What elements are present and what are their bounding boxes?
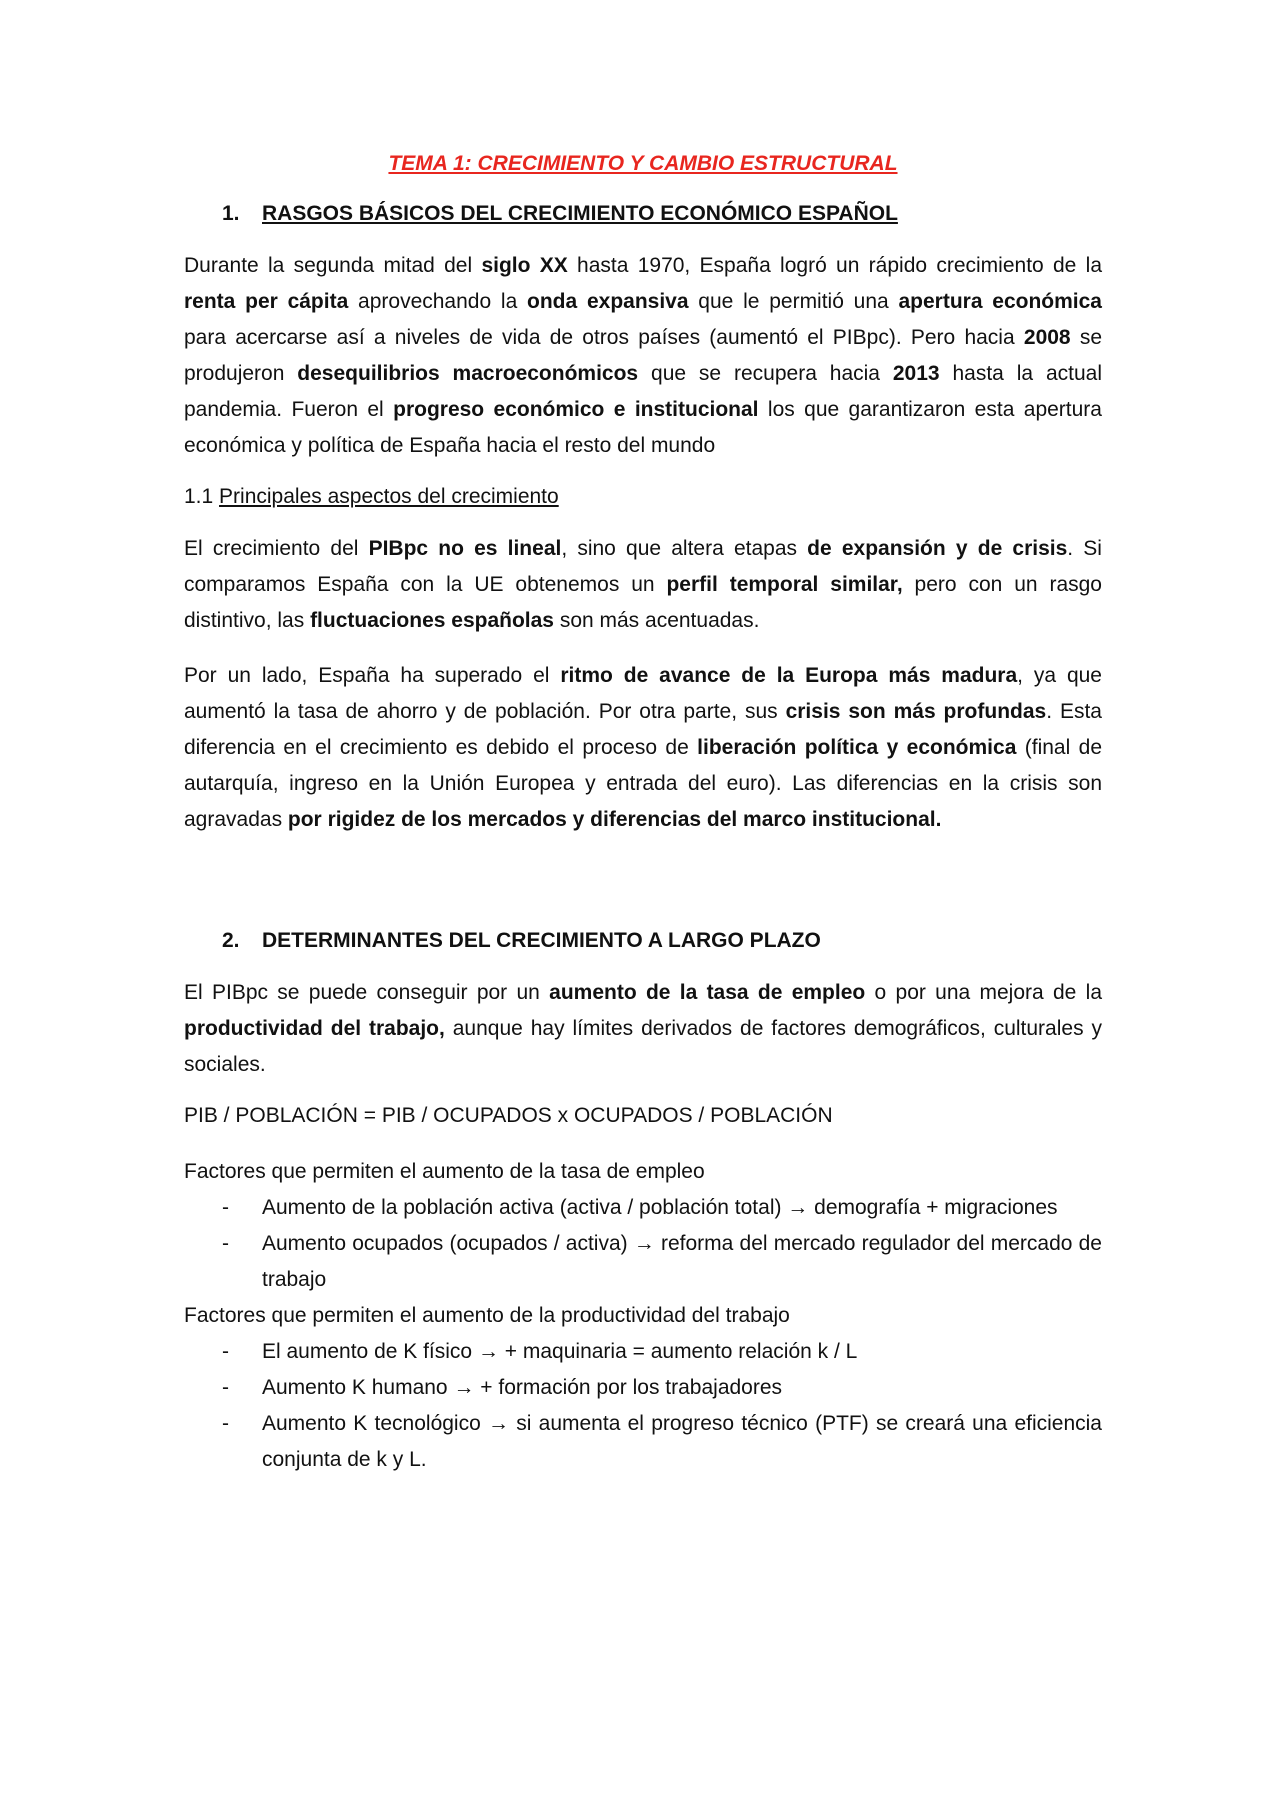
bold-run: siglo XX (481, 254, 568, 277)
formula: PIB / POBLACIÓN = PIB / OCUPADOS x OCUPADOS / POBLACIÓN (184, 1104, 833, 1127)
text-run: se produjeron (184, 326, 1103, 385)
subsection-1-1-title: Principales aspectos del crecimiento (219, 485, 559, 508)
bold-run: fluctuaciones españolas (310, 609, 554, 632)
text-run: El crecimiento del (184, 537, 369, 560)
section-2-title: DETERMINANTES DEL CRECIMIENTO A LARGO PLAZO (262, 929, 821, 952)
text-run: que se recupera hacia (638, 362, 893, 385)
text-run: hasta la actual pandemia. Fueron el (184, 362, 1102, 421)
text-run: son más acentuadas. (553, 609, 760, 632)
list-item (184, 1370, 1102, 1406)
list-item (184, 1334, 1102, 1370)
bold-run: progreso económico e institucional (393, 398, 759, 421)
text-run: Durante la segunda mitad del (184, 254, 482, 277)
bold-run: onda expansiva (527, 290, 689, 313)
section-1-paragraph-3 (184, 658, 1102, 838)
section-1-paragraph-1 (184, 248, 1102, 464)
list-item-text: El aumento de K físico → + maquinaria = aumento relación k / L (262, 1340, 858, 1363)
section-2-number: 2. (222, 929, 240, 952)
bold-run: PIBpc no es lineal (368, 537, 562, 560)
dash-bullet: - (222, 1232, 229, 1255)
text-run: hasta 1970, España logró un rápido crecimiento de la (567, 254, 1102, 277)
bold-run: renta per cápita (184, 290, 349, 313)
dash-bullet: - (222, 1376, 229, 1399)
text-run: (final de autarquía, ingreso en la Unión Europea y entrada del euro). Las diferencias en la crisis son agravadas (184, 736, 1102, 831)
section-2-paragraph-1 (184, 975, 1102, 1083)
text-run: El PIBpc se puede conseguir por un (184, 981, 550, 1004)
list-item-text: Aumento K tecnológico → si aumenta el progreso técnico (PTF) se creará una eficiencia conjunta de k y L. (262, 1412, 1102, 1471)
factors-productivity-title: Factores que permiten el aumento de la productividad del trabajo (184, 1304, 790, 1327)
bold-run: de expansión y de crisis (807, 537, 1068, 560)
bold-run: productividad del trabajo, (184, 1017, 445, 1040)
section-1-paragraph-2 (184, 531, 1102, 639)
list-item (184, 1406, 1102, 1478)
factors-employment-title: Factores que permiten el aumento de la tasa de empleo (184, 1160, 705, 1183)
section-1-number: 1. (222, 202, 240, 225)
bold-run: 2008 (1023, 326, 1071, 349)
section-2-heading (184, 927, 1102, 955)
text-run: , sino que altera etapas (561, 537, 808, 560)
bold-run: crisis son más profundas (785, 700, 1047, 723)
bold-run: desequilibrios macroeconómicos (297, 362, 639, 385)
text-run: que le permitió una (688, 290, 899, 313)
text-run: Por un lado, España ha superado el (184, 664, 561, 687)
bold-run: apertura económica (898, 290, 1102, 313)
spacer (184, 857, 1102, 927)
list-item-text: Aumento ocupados (ocupados / activa) → reforma del mercado regulador del mercado de trabajo (262, 1232, 1102, 1291)
list-item (184, 1226, 1102, 1298)
list-item-text: Aumento de la población activa (activa / población total) → demografía + migraciones (262, 1196, 1058, 1219)
bold-run: ritmo de avance de la Europa más madura (560, 664, 1018, 687)
text-run: para acercarse así a niveles de vida de otros países (aumentó el PIBpc). Pero hacia (184, 326, 1024, 349)
list-item (184, 1190, 1102, 1226)
bold-run: 2013 (892, 362, 940, 385)
document-title: TEMA 1: CRECIMIENTO Y CAMBIO ESTRUCTURAL (388, 152, 898, 175)
subsection-1-1-number: 1.1 (184, 485, 220, 508)
text-run: aprovechando la (348, 290, 528, 313)
text-run: . Esta diferencia en el crecimiento es debido el proceso de (184, 700, 1102, 759)
factors-productivity-list (184, 1334, 1102, 1478)
factors-employment-list (184, 1190, 1102, 1298)
subsection-1-1-heading (184, 483, 1102, 511)
dash-bullet: - (222, 1340, 229, 1363)
text-run: los que garantizaron esta apertura económica y política de España hacia el resto del mundo (184, 398, 1102, 457)
text-run: . Si comparamos España con la UE obtenemos un (184, 537, 1102, 596)
dash-bullet: - (222, 1196, 229, 1219)
text-run: , ya que aumentó la tasa de ahorro y de población. Por otra parte, sus (184, 664, 1102, 723)
dash-bullet: - (222, 1412, 229, 1435)
section-1-heading (184, 200, 1102, 228)
bold-run: perfil temporal similar, (666, 573, 903, 596)
text-run: aunque hay límites derivados de factores demográficos, culturales y sociales. (184, 1017, 1102, 1076)
text-run: pero con un rasgo distintivo, las (184, 573, 1102, 632)
section-1-title: RASGOS BÁSICOS DEL CRECIMIENTO ECONÓMICO ESPAÑOL (262, 202, 898, 225)
list-item-text: Aumento K humano → + formación por los trabajadores (262, 1376, 783, 1399)
text-run: o por una mejora de la (865, 981, 1102, 1004)
bold-run: por rigidez de los mercados y diferencias del marco institucional. (287, 808, 942, 831)
document-content (184, 150, 1102, 1478)
bold-run: liberación política y económica (697, 736, 1017, 759)
bold-run: aumento de la tasa de empleo (549, 981, 866, 1004)
